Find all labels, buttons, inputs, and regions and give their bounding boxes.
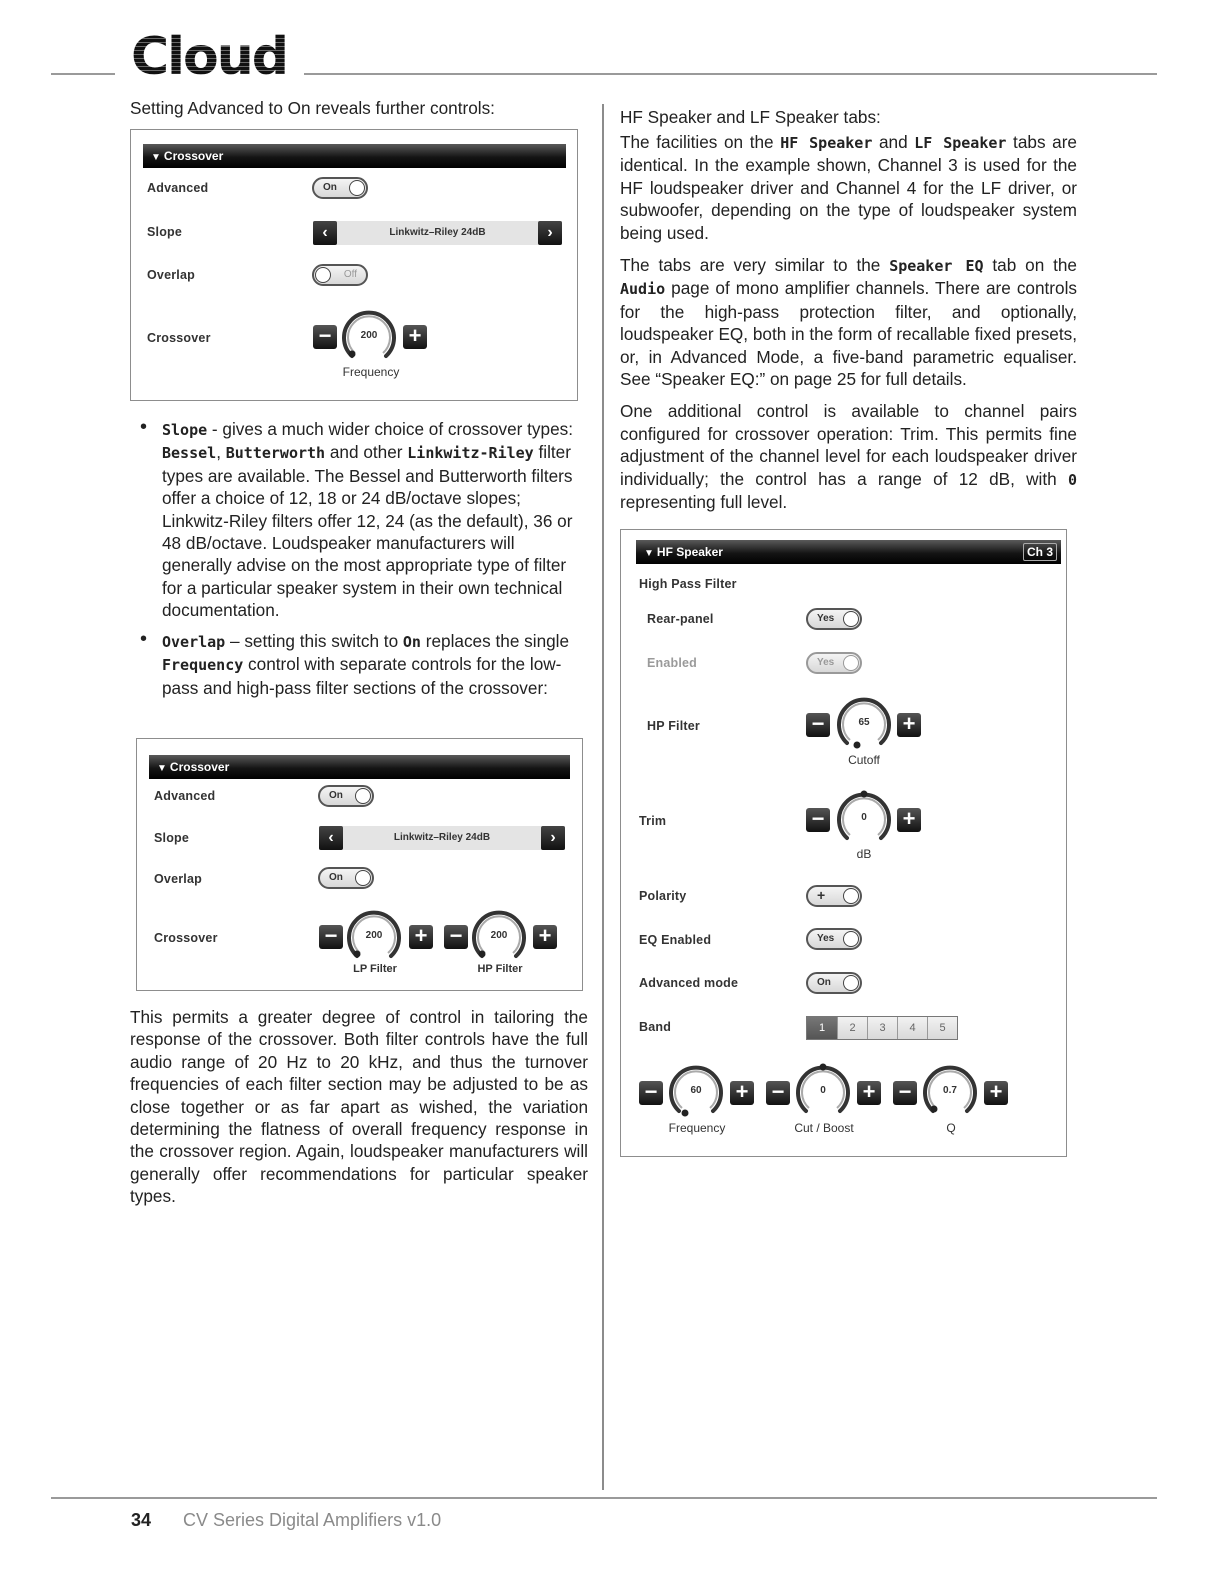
toggle-knob	[843, 931, 859, 947]
toggle-knob	[355, 870, 371, 886]
overlap-toggle[interactable]	[318, 867, 374, 889]
text: and other	[325, 442, 408, 463]
eq-q-knob[interactable]	[921, 1063, 979, 1121]
panel-title: HF Speaker	[656, 545, 723, 559]
knob-value: 0	[820, 1085, 826, 1096]
text: page of mono amplifier channels. There are controls for the high-pass protection filter, and optionally, loudspeaker EQ, both in the form of recallable fixed presets, or, in Advanced Mode, a five-band parametric equaliser. See “Speaker EQ:” on page 25 for full details.	[620, 278, 1077, 390]
panel-header[interactable]	[636, 540, 1061, 564]
band-button-3[interactable]: 3	[867, 1017, 897, 1039]
slope-selector	[313, 221, 562, 245]
cutoff-caption: Cutoff	[848, 753, 880, 767]
panel-title: Crossover	[169, 760, 230, 774]
eq-enabled-label: EQ Enabled	[639, 933, 712, 947]
channel-badge: Ch 3	[1023, 543, 1057, 561]
paragraph-trim	[620, 400, 1077, 513]
crossover-label: Crossover	[147, 331, 211, 345]
cloud-logo: Cloud	[131, 27, 287, 87]
enabled-label: Enabled	[647, 656, 698, 670]
crossover-panel-basic	[130, 129, 578, 401]
knob-value: 65	[858, 717, 870, 728]
chevron-down-icon: ▼	[157, 763, 167, 774]
advanced-toggle[interactable]	[318, 785, 374, 807]
toggle-text: +	[817, 887, 826, 903]
toggle-knob	[355, 788, 371, 804]
keyword: Frequency	[162, 656, 244, 675]
keyword: On	[402, 633, 421, 651]
overlap-toggle[interactable]	[312, 264, 368, 286]
knob-value: 0	[861, 812, 867, 823]
header-rule-left	[51, 73, 115, 75]
eq-enabled-toggle[interactable]	[806, 928, 862, 950]
keyword: Overlap	[162, 633, 226, 651]
text: replaces the single	[420, 631, 570, 651]
eq-cut-boost-knob[interactable]	[794, 1063, 852, 1121]
trim-plus-button[interactable]: +	[897, 808, 921, 832]
hf-speaker-panel	[620, 529, 1067, 1157]
band-selector	[806, 1016, 958, 1040]
lp-plus-button[interactable]: +	[409, 925, 433, 949]
lp-filter-knob[interactable]	[345, 908, 403, 966]
chevron-left-icon[interactable]: ‹	[319, 826, 343, 850]
hp-minus-button[interactable]: −	[444, 925, 468, 949]
toggle-text: On	[817, 977, 831, 988]
cutoff-minus-button[interactable]: −	[806, 713, 830, 737]
eq-q-plus-button[interactable]: +	[984, 1081, 1008, 1105]
rear-panel-toggle[interactable]	[806, 608, 862, 630]
overlap-label: Overlap	[154, 872, 202, 886]
advanced-label: Advanced	[154, 789, 216, 803]
trim-label: Trim	[639, 814, 667, 828]
slope-label: Slope	[147, 225, 183, 239]
trim-minus-button[interactable]: −	[806, 808, 830, 832]
text: filter types are available. The Bessel and Butterworth filters offer a choice of 12, 18 or 24 dB/octave slopes; Linkwitz-Riley filters offer 12, 24 (as the default), 36 or 48 dB/octave. Loudspeaker manufacturers will generally advise on the most appropriate type of filter for a particular speaker system in their own technical documentation.	[162, 442, 573, 621]
rear-panel-label: Rear-panel	[647, 612, 714, 626]
chevron-right-icon[interactable]: ›	[538, 221, 562, 245]
toggle-knob	[843, 655, 859, 671]
keyword: Linkwitz-Riley	[407, 444, 534, 463]
band-button-4[interactable]: 4	[897, 1017, 927, 1039]
keyword: Speaker EQ	[889, 257, 984, 276]
keyword: HF Speaker	[780, 134, 873, 152]
panel-header[interactable]	[149, 755, 570, 779]
lp-filter-caption: LP Filter	[353, 963, 397, 975]
overlap-explanation: This permits a greater degree of control in tailoring the response of the crossover. Both filter controls have the full audio range of 20 Hz to 20 kHz, and thus the turnover frequencies of each filter section may be adjusted to be as close together or as far apart as wished, the variation determining the flatness of overall frequency response in the crossover region. Again, loudspeaker manufacturers will generally offer recommendations for particular speaker types.	[130, 1007, 588, 1207]
right-paragraphs	[620, 131, 1077, 524]
panel-title: Crossover	[163, 149, 224, 163]
eq-q-caption: Q	[946, 1121, 956, 1135]
frequency-caption: Frequency	[342, 365, 400, 379]
trim-caption: dB	[856, 847, 872, 861]
eq-frequency-caption: Frequency	[668, 1121, 726, 1135]
toggle-text: On	[323, 182, 337, 193]
knob-value: 200	[360, 330, 378, 341]
keyword: Slope	[162, 421, 208, 439]
column-divider	[602, 104, 604, 1490]
toggle-text: Yes	[817, 657, 835, 668]
keyword: Butterworth	[225, 444, 326, 463]
paragraph-tabs	[620, 131, 1077, 244]
chevron-down-icon: ▼	[151, 152, 161, 163]
bullet-slope	[140, 416, 578, 622]
eq-cut-plus-button[interactable]: +	[857, 1081, 881, 1105]
slope-selector	[319, 826, 565, 850]
footer-rule	[51, 1497, 1157, 1499]
polarity-label: Polarity	[639, 889, 687, 903]
text: ,	[216, 442, 226, 463]
section-heading: HF Speaker and LF Speaker tabs:	[620, 107, 881, 127]
eq-freq-plus-button[interactable]: +	[730, 1081, 754, 1105]
minus-button[interactable]: −	[313, 325, 337, 349]
toggle-knob	[843, 888, 859, 904]
chevron-left-icon[interactable]: ‹	[313, 221, 337, 245]
hpf-heading: High Pass Filter	[639, 577, 737, 591]
knob-value: 200	[365, 930, 383, 941]
bullet-overlap	[140, 628, 582, 699]
toggle-text: Off	[343, 269, 357, 280]
overlap-label: Overlap	[147, 268, 195, 282]
footer-title: CV Series Digital Amplifiers v1.0	[183, 1510, 442, 1530]
keyword: Bessel	[162, 444, 217, 463]
advanced-mode-toggle[interactable]	[806, 972, 862, 994]
paragraph-speaker-eq	[620, 254, 1077, 390]
slope-label: Slope	[154, 831, 190, 845]
hp-filter-label: HP Filter	[647, 719, 700, 733]
crossover-panel-overlap	[136, 738, 583, 991]
text: tabs are identical. In the example shown, Channel 3 is used for the HF loudspeaker driver and Channel 4 for the LF driver, or subwoofer, depending on the type of loudspeaker system being used.	[620, 132, 1077, 243]
text: and	[872, 132, 915, 152]
toggle-text: Yes	[817, 613, 835, 624]
plus-button[interactable]: +	[403, 325, 427, 349]
text: tab on the	[983, 255, 1077, 276]
toggle-text: On	[329, 872, 343, 883]
header-rule-right	[304, 73, 1157, 75]
slope-value: Linkwitz–Riley 24dB	[389, 227, 486, 238]
advanced-mode-label: Advanced mode	[639, 976, 739, 990]
text: - gives a much wider choice of crossover types:	[207, 419, 574, 439]
text: control with separate controls for the low-pass and high-pass filter sections of the crossover:	[162, 654, 562, 698]
advanced-toggle[interactable]	[312, 177, 368, 199]
hp-filter-caption: HP Filter	[477, 963, 523, 975]
toggle-text: Yes	[817, 933, 835, 944]
band-button-1[interactable]: 1	[807, 1017, 837, 1039]
chevron-down-icon: ▼	[644, 548, 654, 559]
eq-cut-boost-caption: Cut / Boost	[794, 1121, 854, 1135]
text: One additional control is available to channel pairs configured for crossover operation: Trim. This permits fine adjustment of the channel level for each loudspeaker driver individually; the control has a range of 12 dB, with	[620, 401, 1077, 489]
eq-frequency-knob[interactable]	[667, 1063, 725, 1121]
trim-knob[interactable]	[835, 790, 893, 848]
toggle-knob	[843, 611, 859, 627]
enabled-toggle[interactable]	[806, 652, 862, 674]
slope-value: Linkwitz–Riley 24dB	[393, 832, 491, 843]
hp-filter-knob[interactable]	[470, 908, 528, 966]
crossover-label: Crossover	[154, 931, 218, 945]
frequency-knob[interactable]	[340, 308, 398, 366]
band-button-2[interactable]: 2	[837, 1017, 867, 1039]
hp-plus-button[interactable]: +	[533, 925, 557, 949]
keyword: LF Speaker	[914, 134, 1007, 152]
eq-freq-minus-button[interactable]: −	[639, 1081, 663, 1105]
bullet-dot: •	[140, 628, 148, 650]
knob-value: 60	[690, 1085, 702, 1096]
keyword: Audio	[620, 280, 666, 299]
toggle-text: On	[329, 790, 343, 801]
keyword: 0	[1067, 470, 1077, 489]
lp-minus-button[interactable]: −	[319, 925, 343, 949]
text: The facilities on the	[620, 132, 781, 152]
advanced-label: Advanced	[147, 181, 209, 195]
band-button-5[interactable]: 5	[927, 1017, 957, 1039]
toggle-knob	[349, 180, 365, 196]
text: representing full level.	[620, 492, 788, 513]
eq-q-minus-button[interactable]: −	[893, 1081, 917, 1105]
knob-value: 0.7	[943, 1085, 957, 1096]
cutoff-plus-button[interactable]: +	[897, 713, 921, 737]
toggle-knob	[315, 267, 331, 283]
band-label: Band	[639, 1020, 672, 1034]
bullet-dot: •	[140, 416, 148, 438]
eq-cut-minus-button[interactable]: −	[766, 1081, 790, 1105]
page-number: 34	[131, 1510, 152, 1530]
knob-value: 200	[490, 930, 508, 941]
toggle-knob	[843, 975, 859, 991]
text: – setting this switch to	[225, 631, 403, 651]
chevron-right-icon[interactable]: ›	[541, 826, 565, 850]
panel-header[interactable]	[143, 144, 566, 168]
polarity-toggle[interactable]	[806, 885, 862, 907]
intro-text: Setting Advanced to On reveals further controls:	[130, 98, 495, 118]
text: The tabs are very similar to the	[620, 255, 890, 276]
cutoff-knob[interactable]	[835, 695, 893, 753]
